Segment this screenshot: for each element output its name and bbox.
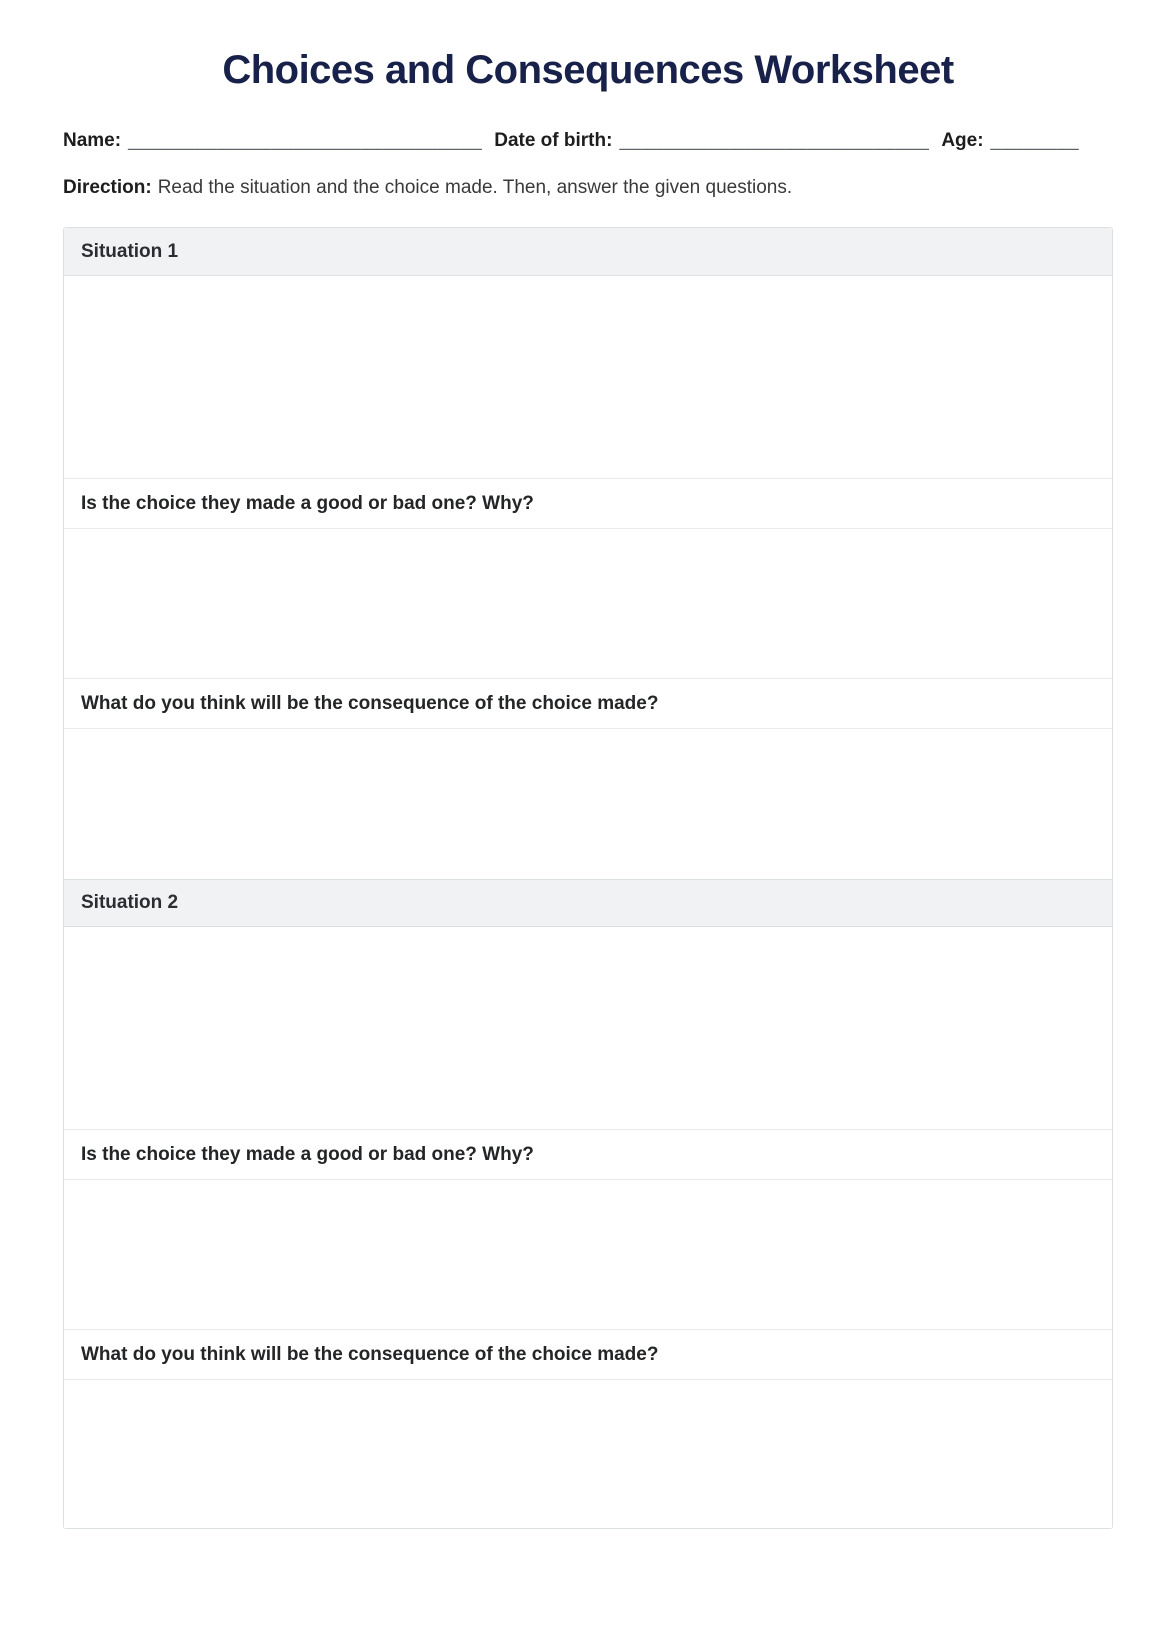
worksheet-table — [63, 227, 1113, 1529]
situation-1-question-2-label: What do you think will be the consequence of the choice made? — [81, 692, 659, 714]
dob-blank-line[interactable]: ____________________________ — [619, 130, 930, 151]
situation-1-question-1-row — [64, 479, 1112, 529]
situation-1-description-box[interactable] — [64, 276, 1112, 479]
situation-2-question-2-row — [64, 1330, 1112, 1380]
situation-2-title: Situation 2 — [81, 892, 179, 914]
situation-2-answer-box-2[interactable] — [64, 1380, 1112, 1528]
direction-row — [63, 175, 1113, 201]
situation-2-answer-box-1[interactable] — [64, 1180, 1112, 1330]
age-blank-line[interactable]: ________ — [990, 130, 1080, 151]
direction-text: Read the situation and the choice made. Then, answer the given questions. — [157, 176, 793, 198]
page-title: Choices and Consequences Worksheet — [222, 48, 954, 92]
situation-2-question-1-label: Is the choice they made a good or bad one? Why? — [81, 1143, 534, 1165]
header-fields-row — [63, 128, 1113, 154]
situation-2-question-1-row — [64, 1130, 1112, 1180]
situation-1-header — [64, 228, 1112, 276]
situation-1-question-1-label: Is the choice they made a good or bad one? Why? — [81, 492, 534, 514]
dob-label: Date of birth: — [494, 130, 613, 151]
name-blank-line[interactable]: ________________________________ — [128, 130, 483, 151]
age-label: Age: — [941, 130, 984, 151]
situation-1-title: Situation 1 — [81, 240, 179, 262]
situation-2-question-2-label: What do you think will be the consequence of the choice made? — [81, 1343, 659, 1365]
situation-1-answer-box-1[interactable] — [64, 529, 1112, 679]
direction-label: Direction: — [63, 176, 152, 198]
situation-1-question-2-row — [64, 679, 1112, 729]
situation-1-answer-box-2[interactable] — [64, 729, 1112, 879]
situation-2-header — [64, 879, 1112, 927]
name-label: Name: — [63, 130, 122, 151]
situation-2-description-box[interactable] — [64, 927, 1112, 1130]
